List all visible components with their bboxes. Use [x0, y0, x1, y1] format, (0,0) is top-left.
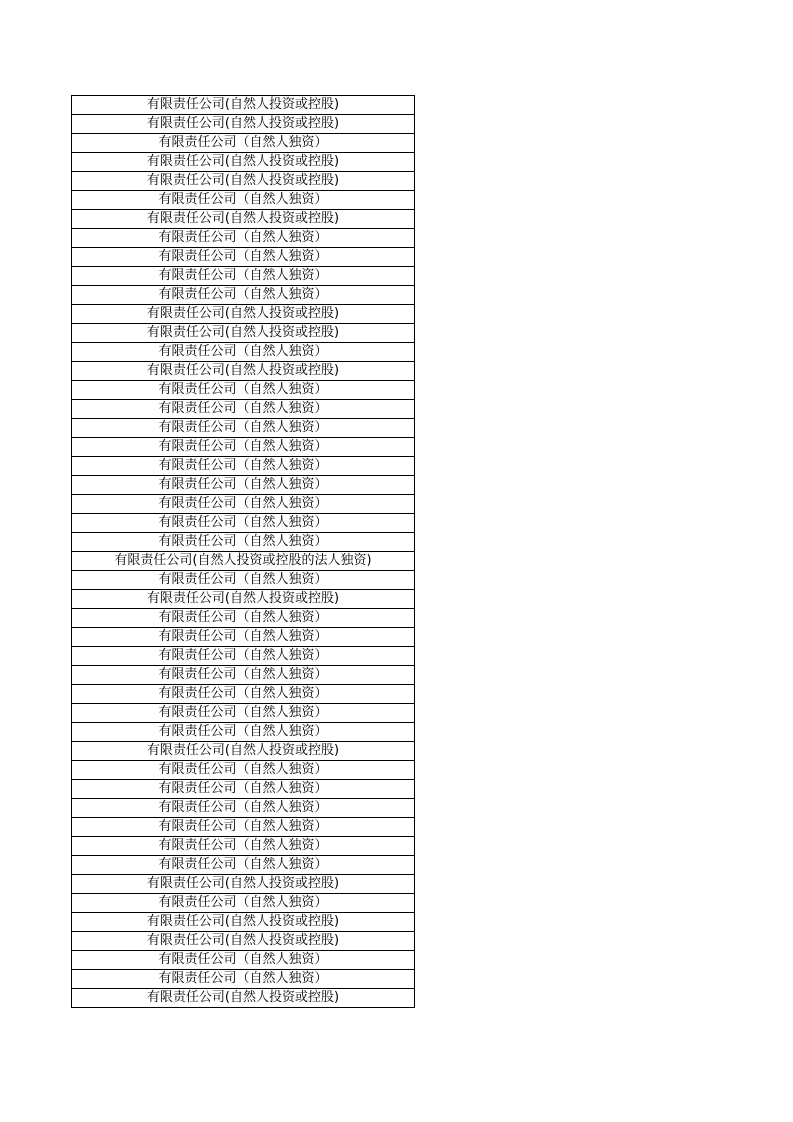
table-row — [72, 628, 415, 647]
table-cell[interactable]: 有限责任公司（自然人独资） — [72, 894, 415, 913]
table-cell[interactable]: 有限责任公司（自然人独资） — [72, 799, 415, 818]
table-row — [72, 685, 415, 704]
table-row — [72, 837, 415, 856]
table-cell[interactable]: 有限责任公司（自然人独资） — [72, 685, 415, 704]
table-row — [72, 799, 415, 818]
table-row — [72, 324, 415, 343]
table-row — [72, 153, 415, 172]
table-cell[interactable]: 有限责任公司（自然人独资） — [72, 704, 415, 723]
company-type-table — [71, 95, 415, 1008]
table-row — [72, 609, 415, 628]
table-row — [72, 419, 415, 438]
table-cell[interactable]: 有限责任公司（自然人独资） — [72, 381, 415, 400]
table-cell[interactable]: 有限责任公司（自然人独资） — [72, 476, 415, 495]
table-cell[interactable]: 有限责任公司（自然人独资） — [72, 818, 415, 837]
table-cell[interactable]: 有限责任公司（自然人独资） — [72, 837, 415, 856]
table-cell[interactable]: 有限责任公司(自然人投资或控股) — [72, 115, 415, 134]
table-row — [72, 533, 415, 552]
table-body — [72, 96, 415, 1008]
table-cell[interactable]: 有限责任公司（自然人独资） — [72, 970, 415, 989]
table-row — [72, 495, 415, 514]
table-cell[interactable]: 有限责任公司(自然人投资或控股) — [72, 210, 415, 229]
table-cell[interactable]: 有限责任公司(自然人投资或控股) — [72, 305, 415, 324]
table-cell[interactable]: 有限责任公司(自然人投资或控股的法人独资) — [72, 552, 415, 571]
table-row — [72, 267, 415, 286]
table-cell[interactable]: 有限责任公司(自然人投资或控股) — [72, 932, 415, 951]
table-cell[interactable]: 有限责任公司（自然人独资） — [72, 495, 415, 514]
table-cell[interactable]: 有限责任公司（自然人独资） — [72, 609, 415, 628]
table-row — [72, 457, 415, 476]
table-cell[interactable]: 有限责任公司（自然人独资） — [72, 666, 415, 685]
table-row — [72, 134, 415, 153]
table-cell[interactable]: 有限责任公司（自然人独资） — [72, 438, 415, 457]
table-row — [72, 381, 415, 400]
table-row — [72, 723, 415, 742]
table-cell[interactable]: 有限责任公司（自然人独资） — [72, 856, 415, 875]
table-row — [72, 856, 415, 875]
table-row — [72, 210, 415, 229]
table-row — [72, 970, 415, 989]
table-cell[interactable]: 有限责任公司(自然人投资或控股) — [72, 324, 415, 343]
table-cell[interactable]: 有限责任公司（自然人独资） — [72, 571, 415, 590]
table-row — [72, 305, 415, 324]
table-cell[interactable]: 有限责任公司(自然人投资或控股) — [72, 989, 415, 1008]
table-cell[interactable]: 有限责任公司（自然人独资） — [72, 761, 415, 780]
table-row — [72, 666, 415, 685]
table-cell[interactable]: 有限责任公司(自然人投资或控股) — [72, 362, 415, 381]
table-cell[interactable]: 有限责任公司（自然人独资） — [72, 514, 415, 533]
table-row — [72, 96, 415, 115]
table-cell[interactable]: 有限责任公司（自然人独资） — [72, 286, 415, 305]
table-cell[interactable]: 有限责任公司（自然人独资） — [72, 229, 415, 248]
table-row — [72, 438, 415, 457]
table-row — [72, 286, 415, 305]
table-row — [72, 932, 415, 951]
table-row — [72, 343, 415, 362]
table-cell[interactable]: 有限责任公司（自然人独资） — [72, 628, 415, 647]
table-row — [72, 172, 415, 191]
table-row — [72, 989, 415, 1008]
table-cell[interactable]: 有限责任公司(自然人投资或控股) — [72, 96, 415, 115]
table-row — [72, 400, 415, 419]
table-row — [72, 894, 415, 913]
table-cell[interactable]: 有限责任公司（自然人独资） — [72, 267, 415, 286]
table-cell[interactable]: 有限责任公司（自然人独资） — [72, 951, 415, 970]
table-row — [72, 552, 415, 571]
table-row — [72, 590, 415, 609]
table-cell[interactable]: 有限责任公司（自然人独资） — [72, 248, 415, 267]
table-cell[interactable]: 有限责任公司（自然人独资） — [72, 343, 415, 362]
table-cell[interactable]: 有限责任公司（自然人独资） — [72, 780, 415, 799]
table-cell[interactable]: 有限责任公司（自然人独资） — [72, 533, 415, 552]
table-row — [72, 514, 415, 533]
table-row — [72, 780, 415, 799]
table-row — [72, 647, 415, 666]
table-cell[interactable]: 有限责任公司(自然人投资或控股) — [72, 913, 415, 932]
table-row — [72, 913, 415, 932]
table-cell[interactable]: 有限责任公司（自然人独资） — [72, 191, 415, 210]
table-row — [72, 115, 415, 134]
table-cell[interactable]: 有限责任公司(自然人投资或控股) — [72, 742, 415, 761]
table-cell[interactable]: 有限责任公司（自然人独资） — [72, 723, 415, 742]
table-cell[interactable]: 有限责任公司（自然人独资） — [72, 419, 415, 438]
table-row — [72, 229, 415, 248]
table-row — [72, 875, 415, 894]
table-cell[interactable]: 有限责任公司（自然人独资） — [72, 647, 415, 666]
table-cell[interactable]: 有限责任公司(自然人投资或控股) — [72, 590, 415, 609]
table-row — [72, 476, 415, 495]
table-row — [72, 704, 415, 723]
table-cell[interactable]: 有限责任公司(自然人投资或控股) — [72, 172, 415, 191]
table-cell[interactable]: 有限责任公司（自然人独资） — [72, 457, 415, 476]
table-cell[interactable]: 有限责任公司（自然人独资） — [72, 400, 415, 419]
table-row — [72, 571, 415, 590]
table-row — [72, 818, 415, 837]
table-cell[interactable]: 有限责任公司（自然人独资） — [72, 134, 415, 153]
table-cell[interactable]: 有限责任公司(自然人投资或控股) — [72, 153, 415, 172]
table-row — [72, 951, 415, 970]
table-row — [72, 362, 415, 381]
table-row — [72, 191, 415, 210]
table-cell[interactable]: 有限责任公司(自然人投资或控股) — [72, 875, 415, 894]
table-row — [72, 761, 415, 780]
table-row — [72, 742, 415, 761]
table-row — [72, 248, 415, 267]
